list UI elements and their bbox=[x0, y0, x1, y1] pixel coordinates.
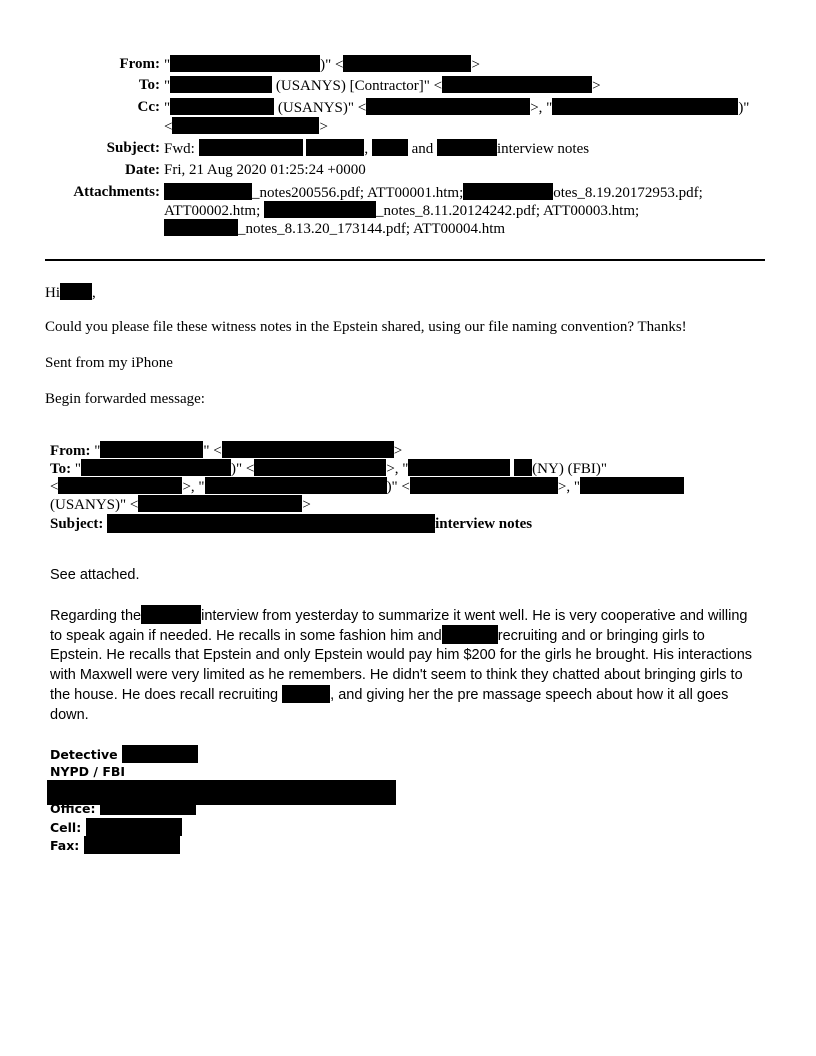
redaction bbox=[372, 139, 408, 156]
signature-detective: Detective bbox=[50, 745, 198, 764]
subject-label: Subject: bbox=[106, 140, 160, 156]
cc-value-line2: < > bbox=[164, 119, 328, 135]
redaction bbox=[58, 477, 182, 494]
redaction bbox=[60, 283, 92, 300]
date-value: Fri, 21 Aug 2020 01:25:24 +0000 bbox=[164, 162, 366, 178]
redaction bbox=[442, 625, 498, 644]
attachments-label: Attachments: bbox=[73, 184, 160, 200]
from-value: " )" < > bbox=[164, 57, 480, 73]
forwarded-to-line3: (USANYS)" < > bbox=[50, 497, 311, 513]
redaction bbox=[84, 836, 180, 854]
attachments-line2: ATT00002.htm; _notes_8.11.20124242.pdf; ATT00003.htm; bbox=[164, 203, 640, 219]
redaction bbox=[552, 98, 738, 115]
redaction bbox=[122, 745, 198, 763]
redaction bbox=[366, 98, 530, 115]
cc-value: " (USANYS)" < >, " )" bbox=[164, 100, 750, 116]
body-line: with Maxwell were very limited as he remembers. He didn't seem to think they chatted about bringing girls to bbox=[50, 667, 743, 683]
redaction bbox=[306, 139, 364, 156]
signature-office: Office: bbox=[50, 801, 196, 817]
redaction bbox=[463, 183, 553, 200]
redaction bbox=[138, 495, 302, 512]
message-line: Sent from my iPhone bbox=[45, 355, 173, 371]
redaction bbox=[199, 139, 303, 156]
redaction bbox=[408, 459, 510, 476]
redaction bbox=[100, 441, 203, 458]
subject-value: Fwd: , and interview notes bbox=[164, 141, 590, 157]
body-line: to speak again if needed. He recalls in some fashion him and recruiting and or bringing girls to bbox=[50, 625, 705, 646]
redaction bbox=[141, 605, 201, 624]
body-line: Epstein. He recalls that Epstein and only Epstein would pay him $200 for the girls he brought. His interactions bbox=[50, 647, 753, 663]
redaction bbox=[343, 55, 471, 72]
forwarded-subject: Subject: interview notes bbox=[50, 516, 533, 532]
body-line: down. bbox=[50, 707, 89, 723]
message-line: Could you please file these witness notes in the Epstein shared, using our file naming convention? Thanks! bbox=[45, 319, 687, 335]
forwarded-to: To: " )" < >, " (NY) (FBI)" bbox=[50, 461, 608, 477]
date-label: Date: bbox=[125, 162, 160, 178]
redaction bbox=[170, 55, 320, 72]
redaction bbox=[222, 441, 394, 458]
redaction bbox=[205, 477, 387, 494]
signature-cell: Cell: bbox=[50, 818, 182, 837]
to-label: To: bbox=[138, 77, 160, 93]
attachments-line1: _notes200556.pdf; ATT00001.htm; otes_8.19.20172953.pdf; bbox=[164, 183, 703, 202]
redaction bbox=[170, 76, 272, 93]
forwarded-to-line2: < >, " )" < >, " bbox=[50, 477, 684, 496]
redaction bbox=[107, 514, 435, 533]
redaction bbox=[580, 477, 684, 494]
attachments-line3: _notes_8.13.20_173144.pdf; ATT00004.htm bbox=[164, 219, 505, 238]
signature-fax: Fax: bbox=[50, 836, 180, 855]
redaction bbox=[514, 459, 532, 476]
from-label: From: bbox=[119, 56, 160, 72]
signature-agency: NYPD / FBI bbox=[50, 764, 126, 779]
cc-label: Cc: bbox=[137, 99, 160, 115]
redaction bbox=[86, 818, 182, 836]
body-line: Regarding the interview from yesterday to summarize it went well. He is very cooperative and willing bbox=[50, 605, 747, 626]
body-line: the house. He does recall recruiting , and giving her the pre massage speech about how it all goes bbox=[50, 687, 729, 703]
redaction bbox=[100, 801, 196, 815]
see-attached: See attached. bbox=[50, 567, 140, 583]
header-divider bbox=[45, 259, 765, 261]
redaction bbox=[164, 183, 252, 200]
redaction bbox=[437, 139, 497, 156]
redaction bbox=[254, 459, 386, 476]
redaction bbox=[172, 117, 319, 134]
redaction bbox=[410, 477, 558, 494]
redaction bbox=[264, 201, 376, 218]
greeting: Hi , bbox=[45, 285, 96, 301]
to-value: " (USANYS) [Contractor]" < > bbox=[164, 78, 601, 94]
redaction bbox=[282, 685, 330, 703]
message-line: Begin forwarded message: bbox=[45, 391, 205, 407]
redaction bbox=[170, 98, 274, 115]
redaction bbox=[81, 459, 231, 476]
redaction bbox=[442, 76, 592, 93]
forwarded-from: From: " " < > bbox=[50, 443, 403, 459]
redaction bbox=[164, 219, 238, 236]
